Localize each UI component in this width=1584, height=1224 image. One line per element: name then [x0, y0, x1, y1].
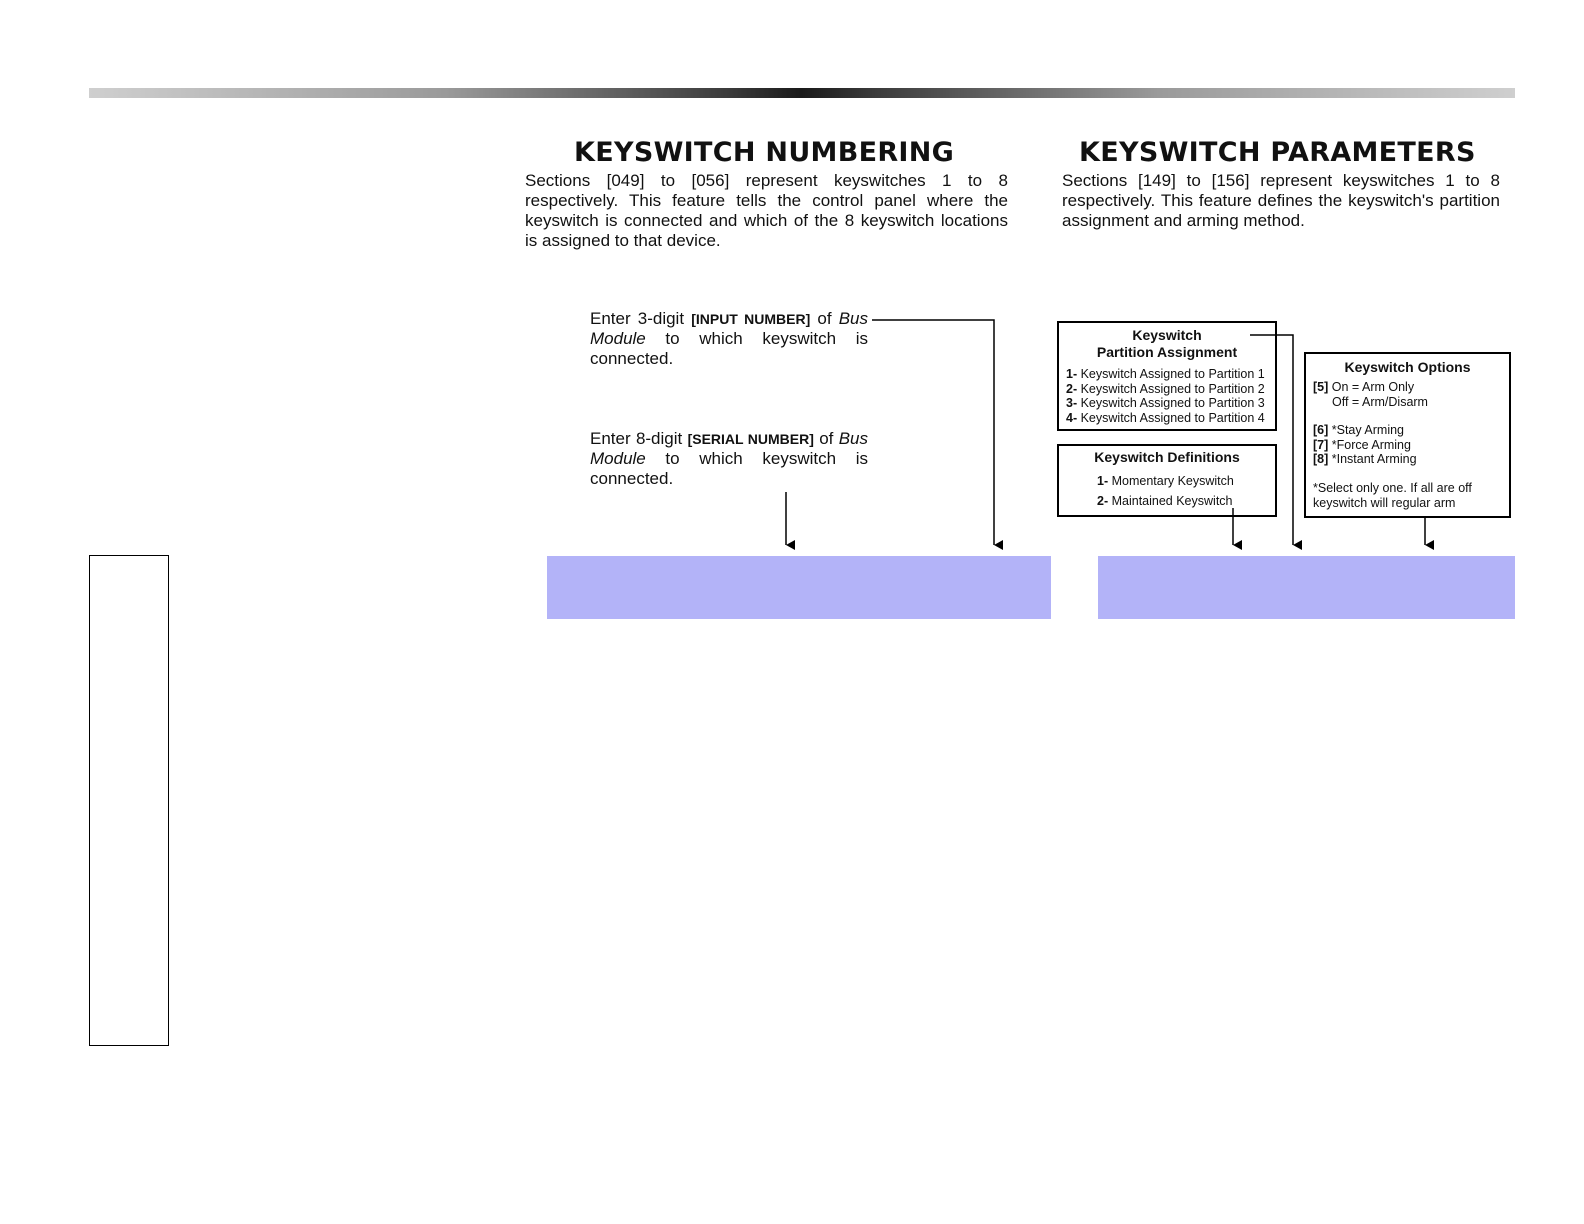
partition-option: 1- Keyswitch Assigned to Partition 1	[1066, 367, 1265, 381]
definition-option: 1- Momentary Keyswitch	[1097, 474, 1234, 488]
serial-number-label: SERIAL NUMBER	[692, 431, 810, 447]
partition-option: 4- Keyswitch Assigned to Partition 4	[1066, 410, 1265, 425]
partition-option: 3- Keyswitch Assigned to Partition 3	[1066, 396, 1265, 411]
partition-box-subtitle: Partition Assignment	[1096, 344, 1238, 360]
arming-option: [7] *Force Arming	[1313, 437, 1411, 452]
option-5-on: [5] On = Arm Only	[1313, 380, 1415, 394]
numbering-title: KEYSWITCH NUMBERING	[574, 137, 955, 168]
input-number-label: INPUT NUMBER	[695, 311, 806, 327]
option-5-off: Off = Arm/Disarm	[1332, 394, 1428, 409]
options-footnote: *Select only one. If all are off	[1313, 480, 1472, 495]
partition-box-title: Keyswitch	[1132, 327, 1202, 343]
partition-arrow	[1250, 335, 1293, 545]
definitions-box-title: Keyswitch Definitions	[1094, 449, 1240, 465]
options-box-title: Keyswitch Options	[1344, 359, 1471, 375]
numbering-description: Sections [049] to [056] represent keyswitches 1 to 8 respectively. This feature tells the control panel where the keyswitch is connected and which of the 8 keyswitch locations is assigned to that device.	[525, 171, 1008, 250]
serial-number-note: Enter 8-digit [SERIAL NUMBER] of Bus Module to which keyswitch is connected.	[590, 429, 869, 488]
parameters-title: KEYSWITCH PARAMETERS	[1079, 137, 1476, 168]
options-footnote: keyswitch will regular arm	[1313, 495, 1456, 510]
input-number-note: Enter 3-digit [INPUT NUMBER] of Bus Module to which keyswitch is connected.	[590, 309, 868, 368]
input-number-arrow	[872, 320, 994, 545]
parameters-description: Sections [149] to [156] represent keyswitches 1 to 8 respectively. This feature defines the keyswitch's partition assignment and arming method.	[1062, 171, 1500, 230]
arming-option: [8] *Instant Arming	[1313, 452, 1417, 467]
arming-option: [6] *Stay Arming	[1313, 423, 1405, 438]
partition-option: 2- Keyswitch Assigned to Partition 2	[1066, 381, 1265, 396]
definition-option: 2- Maintained Keyswitch	[1097, 494, 1233, 508]
